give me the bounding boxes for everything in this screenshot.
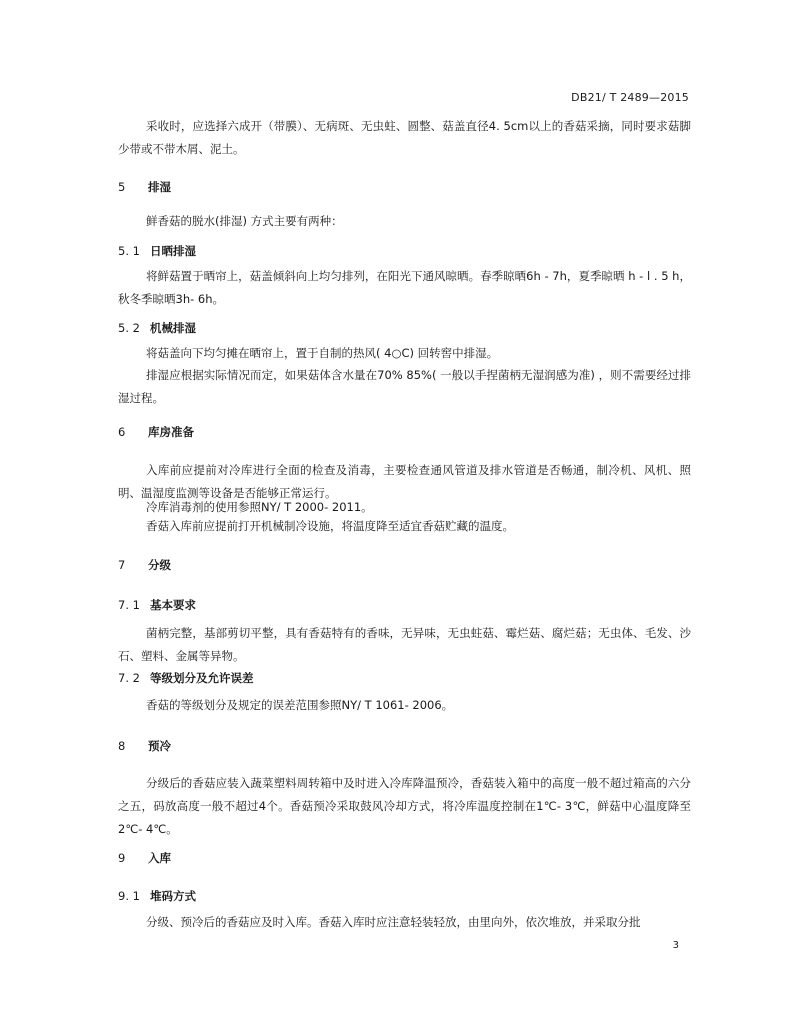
page-number: 3	[672, 940, 679, 951]
heading-section-7	[118, 556, 171, 574]
paragraph-7-2: 香菇的等级划分及规定的误差范围参照NY/ T 1061- 2006。	[146, 698, 454, 712]
paragraph-5-2a: 将菇盖向下均匀摊在晒帘上，置于自制的热风( 4○C) 回转窖中排湿。	[146, 346, 499, 360]
heading-section-7-1	[118, 596, 196, 614]
section-number: 9. 1	[118, 889, 140, 903]
heading-section-8	[118, 737, 171, 755]
paragraph-6c: 香菇入库前应提前打开机械制冷设施，将温度降至适宜香菇贮藏的温度。	[146, 519, 514, 533]
section-number: 5	[118, 180, 126, 194]
section-title: 机械排湿	[150, 321, 196, 335]
section-number: 5. 1	[118, 244, 140, 258]
section-number: 7. 1	[118, 598, 140, 612]
section-number: 7. 2	[118, 671, 140, 685]
paragraph-7-1: 菌柄完整，基部剪切平整，具有香菇特有的香味，无异味，无虫蛀菇、霉烂菇、腐烂菇；无虫体、毛发、沙石、塑料、金属等异物。	[118, 626, 691, 663]
section-title: 等级划分及允许误差	[150, 671, 254, 685]
section-number: 8	[118, 739, 126, 753]
paragraph-harvest: 采收时，应选择六成开（带膜）、无病斑、无虫蛀、圆整、菇盖直径4. 5cm以上的香菇采摘，同时要求菇脚少带或不带木屑、泥土。	[118, 119, 691, 156]
paragraph-8: 分级后的香菇应装入蔬菜塑料周转箱中及时进入冷库降温预冷，香菇装入箱中的高度一般不超过箱高的六分之五，码放高度一般不超过4个。香菇预冷采取鼓风冷却方式，将冷库温度控制在1℃- 3℃，鲜菇中心温度降至2℃- 4℃。	[118, 776, 691, 836]
section-title: 分级	[148, 558, 171, 572]
section-title: 库房准备	[148, 425, 194, 439]
paragraph-5-2b: 排湿应根据实际情况而定，如果菇体含水量在70% 85%( 一般以手捏菌柄无湿润感为准) ，则不需要经过排湿过程。	[118, 368, 691, 405]
standard-number: DB21/ T 2489—2015	[571, 91, 689, 104]
section-title: 基本要求	[150, 598, 196, 612]
section-title: 排湿	[148, 180, 171, 194]
section-number: 6	[118, 425, 126, 439]
section-title: 堆码方式	[150, 889, 196, 903]
section-number: 5. 2	[118, 321, 140, 335]
paragraph-5-1: 将鲜菇置于晒帘上，菇盖倾斜向上均匀排列，在阳光下通风晾晒。春季晾晒6h - 7h，夏季晾晒 h - l . 5 h，秋冬季晾晒3h- 6h。	[118, 269, 691, 306]
heading-section-5-2	[118, 319, 196, 337]
heading-section-9-1	[118, 887, 196, 905]
heading-section-5-1	[118, 242, 196, 260]
paragraph-6a: 入库前应提前对冷库进行全面的检查及消毒，主要检查通风管道及排水管道是否畅通，制冷机、风机、照明、温湿度监测等设备是否能够正常运行。	[118, 463, 691, 500]
section-title: 日晒排湿	[150, 244, 196, 258]
heading-section-5	[118, 178, 171, 196]
paragraph-6b: 冷库消毒剂的使用参照NY/ T 2000- 2011。	[146, 500, 373, 514]
section-title: 入库	[148, 851, 171, 865]
heading-section-6	[118, 423, 194, 441]
section-number: 9	[118, 851, 126, 865]
paragraph-9-1: 分级、预冷后的香菇应及时入库。香菇入库时应注意轻装轻放，由里向外，依次堆放，并采取分批	[146, 915, 641, 929]
paragraph-5: 鲜香菇的脱水(排湿) 方式主要有两种：	[146, 214, 343, 228]
heading-section-7-2	[118, 669, 254, 687]
section-number: 7	[118, 558, 126, 572]
heading-section-9	[118, 849, 171, 867]
section-title: 预冷	[148, 739, 171, 753]
